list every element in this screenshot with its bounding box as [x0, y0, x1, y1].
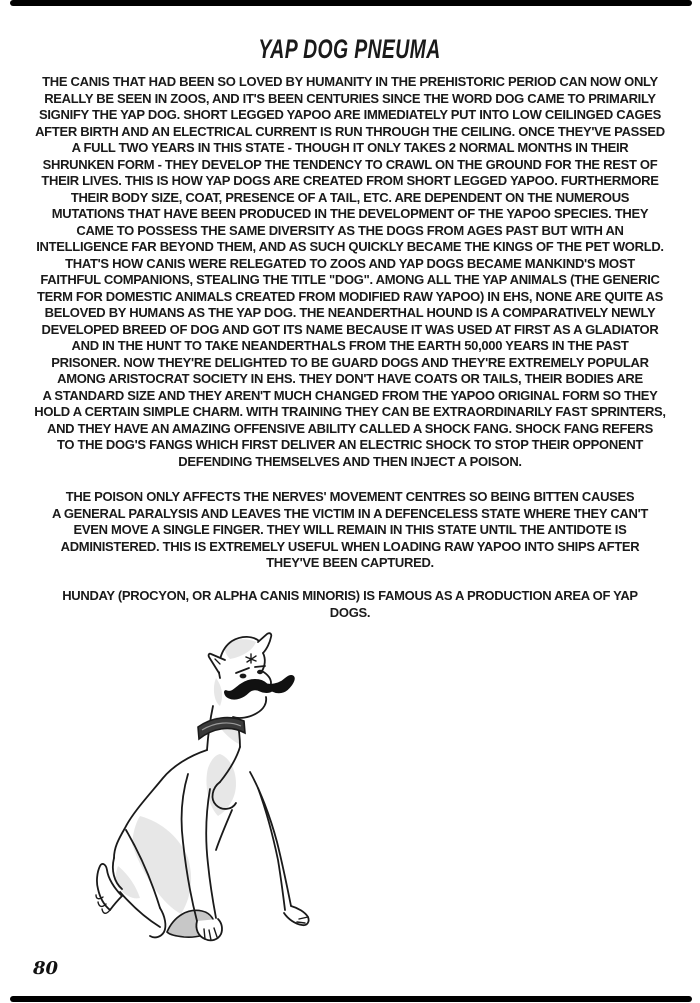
- text-line: AFTER BIRTH AND AN ELECTRICAL CURRENT IS RUN THROUGH THE CEILING. ONCE THEY'VE PASSED: [35, 123, 665, 139]
- text-line: TERM FOR DOMESTIC ANIMALS CREATED FROM MODIFIED RAW YAPOO) IN EHS, NONE ARE QUITE AS: [36, 288, 664, 304]
- text-line: SHRUNKEN FORM - THEY DEVELOP THE TENDENCY TO CRAWL ON THE GROUND FOR THE REST OF: [42, 156, 658, 172]
- text-line: EVEN MOVE A SINGLE FINGER. THEY WILL REMAIN IN THIS STATE UNTIL THE ANTIDOTE IS: [73, 522, 627, 537]
- eye-left: [240, 674, 247, 679]
- text-line: THEIR LIVES. THIS IS HOW YAP DOGS ARE CREATED FROM SHORT LEGGED YAPOO. FURTHERMORE: [41, 173, 659, 188]
- text-line: THAT'S HOW CANIS WERE RELEGATED TO ZOOS AND YAP DOGS BECAME MANKIND'S MOST: [65, 255, 635, 271]
- scan-edge-bar-top: [10, 0, 692, 6]
- text-line: THEIR BODY SIZE, COAT, PRESENCE OF A TAIL, ETC. ARE DEPENDENT ON THE NUMEROUS: [70, 189, 630, 205]
- forehead-mark: [246, 654, 256, 663]
- text-line: AND THEY HAVE AN AMAZING OFFENSIVE ABILITY CALLED A SHOCK FANG. SHOCK FANG REFERS: [47, 420, 653, 436]
- page-title-text: YAP DOG PNEUMA: [258, 34, 442, 64]
- mustache: [225, 675, 295, 699]
- page-number: 80: [33, 958, 59, 979]
- text-line: REALLY BE SEEN IN ZOOS, AND IT'S BEEN CENTURIES SINCE THE WORD DOG CAME TO PRIMARILY: [44, 90, 656, 106]
- yap-dog-illustration: [70, 626, 330, 974]
- text-line: A GENERAL PARALYSIS AND LEAVES THE VICTIM IN A DEFENCELESS STATE WHERE THEY CAN'T: [51, 505, 649, 521]
- text-line: THE POISON ONLY AFFECTS THE NERVES' MOVEMENT CENTRES SO BEING BITTEN CAUSES: [65, 489, 635, 504]
- text-line: FAITHFUL COMPANIONS, STEALING THE TITLE "DOG". AMONG ALL THE YAP ANIMALS (THE GENERIC: [40, 272, 660, 287]
- page-title: [0, 34, 700, 65]
- text-line: ADMINISTERED. THIS IS EXTREMELY USEFUL WHEN LOADING RAW YAPOO INTO SHIPS AFTER: [60, 538, 640, 554]
- text-line: AND IN THE HUNT TO TAKE NEANDERTHALS FROM THE EARTH 50,000 YEARS IN THE PAST: [71, 338, 629, 353]
- scan-edge-bar-bottom: [10, 996, 692, 1002]
- paragraph-2: [0, 489, 700, 572]
- text-line: A FULL TWO YEARS IN THIS STATE - THOUGH IT ONLY TAKES 2 NORMAL MONTHS IN THEIR: [71, 140, 629, 155]
- eye-right: [257, 670, 263, 674]
- text-line: TO THE DOG'S FANGS WHICH FIRST DELIVER AN ELECTRIC SHOCK TO STOP THEIR OPPONENT: [56, 437, 644, 452]
- text-line: MUTATIONS THAT HAVE BEEN PRODUCED IN THE DEVELOPMENT OF THE YAPOO SPECIES. THEY: [51, 206, 649, 221]
- text-line: SIGNIFY THE YAP DOG. SHORT LEGGED YAPOO ARE IMMEDIATELY PUT INTO LOW CEILINGED CAGES: [38, 107, 661, 122]
- paragraph-3: [0, 588, 700, 621]
- figure-shading: [116, 639, 256, 914]
- text-line: INTELLIGENCE FAR BEYOND THEM, AND AS SUCH QUICKLY BECAME THE KINGS OF THE PET WORLD.: [36, 239, 664, 254]
- paragraph-1: [0, 74, 700, 470]
- text-line: DEVELOPED BREED OF DOG AND GOT ITS NAME BECAUSE IT WAS USED AT FIRST AS A GLADIATOR: [41, 321, 659, 337]
- text-line: BELOVED BY HUMANS AS THE YAP DOG. THE NEANDERTHAL HOUND IS A COMPARATIVELY NEWLY: [44, 305, 656, 320]
- text-line: THE CANIS THAT HAD BEEN SO LOVED BY HUMANITY IN THE PREHISTORIC PERIOD CAN NOW ONLY: [42, 74, 658, 89]
- text-line: HOLD A CERTAIN SIMPLE CHARM. WITH TRAINING THEY CAN BE EXTRAORDINARILY FAST SPRINTERS,: [34, 404, 666, 419]
- text-line: AMONG ARISTOCRAT SOCIETY IN EHS. THEY DON'T HAVE COATS OR TAILS, THEIR BODIES ARE: [57, 371, 643, 386]
- text-line: THEY'VE BEEN CAPTURED.: [266, 555, 434, 570]
- text-line: CAME TO POSSESS THE SAME DIVERSITY AS THE DOGS FROM AGES PAST BUT WITH AN: [76, 222, 624, 238]
- text-line: PRISONER. NOW THEY'RE DELIGHTED TO BE GUARD DOGS AND THEY'RE EXTREMELY POPULAR: [51, 354, 649, 370]
- text-line: DEFENDING THEMSELVES AND THEN INJECT A POISON.: [178, 453, 522, 469]
- text-line: A STANDARD SIZE AND THEY AREN'T MUCH CHANGED FROM THE YAPOO ORIGINAL FORM SO THEY: [42, 387, 658, 403]
- text-line: DOGS.: [329, 604, 371, 620]
- text-line: HUNDAY (PROCYON, OR ALPHA CANIS MINORIS) IS FAMOUS AS A PRODUCTION AREA OF YAP: [62, 588, 638, 603]
